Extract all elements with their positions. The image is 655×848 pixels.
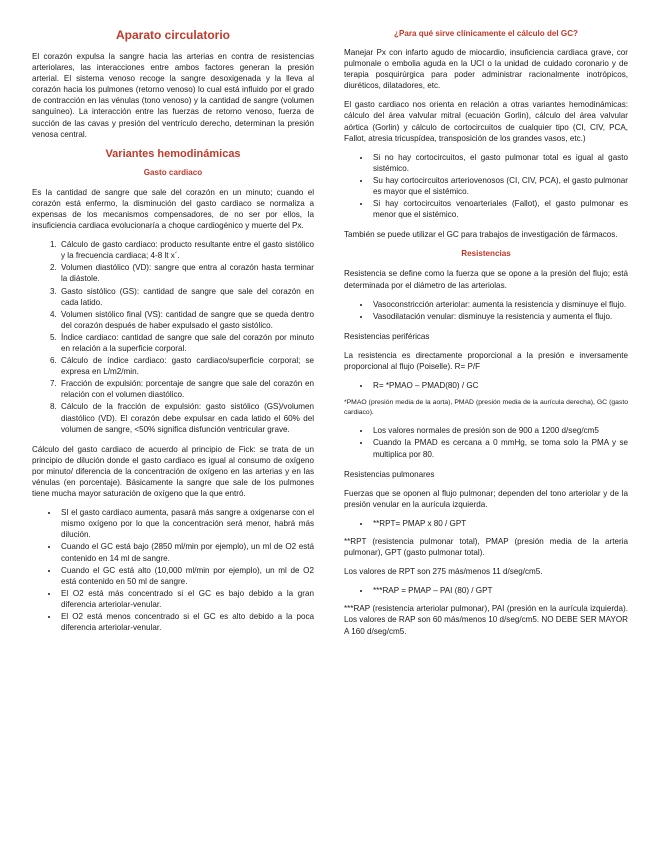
periph-note: *PMAO (presión media de la aorta), PMAD (presión media de la aurícula derecha), GC (gasto cardiaco).: [344, 399, 628, 416]
variants-paragraph: El gasto cardiaco nos orienta en relación a otras variantes hemodinámicas: cálculo del área valvular mitral (ecuación Gorlin), cálculo del área valvular aórtica (Gorlin) y cálculo de cortocircuitos de cualquier tipo (CI, CIV, PCA, Fallot, atresia tricuspídea, transposición de los grandes vasos, etc.): [344, 100, 628, 143]
pulm-note-1: **RPT (resistencia pulmonar total), PMAP (presión media de la arteria pulmonar), GPT (gasto pulmonar total).: [344, 537, 628, 558]
list-item: • El O2 está menos concentrado si el GC es alto debido a la poca diferencia arteriolar-venular.: [59, 611, 314, 633]
list-item: • El O2 está más concentrado si el GC es bajo debido a la gran diferencia arteriolar-venular.: [59, 588, 314, 610]
page-title: Aparato circulatorio: [115, 28, 231, 42]
list-item: • Si hay cortocircuitos venoarteriales (Fallot), el gasto pulmonar es menor que el sistémico.: [371, 198, 628, 220]
drugs-paragraph: También se puede utilizar el GC para trabajos de investigación de fármacos.: [344, 230, 618, 240]
formula: • **RPT= PMAP x 80 / GPT: [371, 518, 628, 529]
manage-paragraph: Manejar Px con infarto agudo de miocardio, insuficiencia cardiaca grave, cor pulmonale o embolia aguda en la UCI o la unidad de cuidado coronario y de terapia posquirúrgica para poder administrar racionalmente inotrópicos, diuréticos, dilatadores, etc.: [344, 48, 628, 91]
periph-bullet-list: [344, 425, 628, 459]
list-item: • Los valores normales de presión son de 900 a 1200 d/seg/cm5: [371, 425, 628, 436]
periph-formula-list: [344, 380, 628, 391]
shunt-bullet-list: [344, 152, 628, 221]
list-item: • Su hay cortocircuitos arteriovenosos (CI, CIV, PCA), el gasto pulmonar es mayor que el sistémico.: [371, 175, 628, 197]
right-column: [344, 28, 628, 645]
list-item: 8. Cálculo de la fracción de expulsión: gasto sistólico (GS)/volumen diastólico (VD). El corazón debe expulsar en cada latido el 60% del volumen de sangre, <50% significa disfunción ventricular grave.: [59, 401, 314, 434]
pulm-values-1: Los valores de RPT son 275 más/menos 11 d/seg/cm5.: [344, 567, 543, 577]
list-item: • Cuando el GC está bajo (2850 ml/min por ejemplo), un ml de O2 está contenido en 14 ml de sangre.: [59, 541, 314, 563]
pulm-note-2: ***RAP (resistencia arteriolar pulmonar), PAI (presión en la aurícula izquierda). Los valores de RAP son 60 más/menos 10 d/seg/cm5. NO DEBE SER MAYOR A 160 d/seg/cm5.: [344, 604, 628, 636]
numbered-list: [32, 239, 314, 435]
formula: • ***RAP = PMAP – PAI (80) / GPT: [371, 585, 628, 596]
pulm-title: Resistencias pulmonares: [344, 469, 435, 479]
pulm-formula-list-2: [344, 585, 628, 596]
left-column: [32, 28, 314, 642]
subsection-title: Gasto cardiaco: [143, 167, 203, 177]
list-item: 7. Fracción de expulsión: porcentaje de sangre que sale del corazón en relación con el volumen diastólico.: [59, 378, 314, 400]
list-item: • Cuando la PMAD es cercana a 0 mmHg, se toma solo la PMA y se multiplica por 80.: [371, 437, 628, 459]
list-item: 1. Cálculo de gasto cardiaco: producto resultante entre el gasto sistólico y la frecuencia cardiaca; 4-8 lt x´.: [59, 239, 314, 261]
fick-paragraph: Cálculo del gasto cardiaco de acuerdo al principio de Fick: se trata de un principio de dilución donde el gasto cardiaco es igual al consumo de oxígeno por minuto/ diferencia de la concentración de oxígeno en las arterias y en las vénulas (en porcentaje). Básicamente la sangre que sale de los pulmones tiene mucha mayor saturación de oxígeno que la que entró.: [32, 444, 314, 499]
resistencias-title: Resistencias: [461, 249, 511, 259]
bullet-list: [32, 507, 314, 633]
resistencias-paragraph: Resistencia se define como la fuerza que se opone a la presión del flujo; está determinada por el diámetro de las arteriolas.: [344, 269, 628, 290]
list-item: 4. Volumen sistólico final (VS): cantidad de sangre que se queda dentro del corazón después de haber expulsado el gasto sistólico.: [59, 309, 314, 331]
list-item: • Vasodilatación venular: disminuye la resistencia y aumenta el flujo.: [371, 311, 628, 322]
pulm-paragraph: Fuerzas que se oponen al flujo pulmonar; dependen del tono arteriolar y de la presión venular en la aurícula izquierda.: [344, 488, 628, 509]
intro-paragraph: El corazón expulsa la sangre hacia las arterias en contra de resistencias arteriolares, las interacciones entre ambos factores generan la presión arterial. El sistema venoso recoge la sangre desoxigenada y la lleva al corazón hacia los pulmones (retorno venoso) lo cual está influido por el grado de contracción en las vénulas (tono venoso) y la cantidad de sangre (volumen sanguíneo). La interacción entre las fuerzas de retorno venoso, fuerza de succión de las cavas y presión del ventrículo derecho, determinan la presión venosa central.: [32, 52, 314, 139]
list-item: 2. Volumen diastólico (VD): sangre que entra al corazón hasta terminar la diástole.: [59, 262, 314, 284]
pulm-formula-list-1: [344, 518, 628, 529]
formula: • R= *PMAO – PMAD(80) / GC: [371, 380, 628, 391]
list-item: 3. Gasto sistólico (GS): cantidad de sangre que sale del corazón en cada latido.: [59, 286, 314, 308]
periph-title: Resistencias periféricas: [344, 331, 430, 341]
list-item: • SI el gasto cardiaco aumenta, pasará más sangre a oxigenarse con el mismo oxígeno por lo que la concentración será menor, habrá más dilución.: [59, 507, 314, 540]
resist-bullet-list: [344, 299, 628, 322]
list-item: • Vasoconstricción arteriolar: aumenta la resistencia y disminuye el flujo.: [371, 299, 628, 310]
periph-paragraph: La resistencia es directamente proporcional a la presión e inversamente proporcional al flujo (Poiselle). R= P/F: [344, 350, 628, 371]
section-title: Variantes hemodinámicas: [105, 147, 241, 160]
list-item: • Cuando el GC está alto (10,000 ml/min por ejemplo), un ml de O2 está contenido en 50 ml de sangre.: [59, 565, 314, 587]
gasto-cardiaco-paragraph: Es la cantidad de sangre que sale del corazón en un minuto; cuando el corazón está enfermo, la disminución del gasto cardiaco se normaliza a expensas de los mecanismos compensadores, de no ser por ellos, la insuficiencia cardiaca evolucionaría a choque cardiogénico y muerte del Px.: [32, 187, 314, 231]
list-item: 5. Índice cardiaco: cantidad de sangre que sale del corazón por minuto en relación a la superficie corporal.: [59, 332, 314, 354]
list-item: • Si no hay cortocircuitos, el gasto pulmonar total es igual al gasto sistémico.: [371, 152, 628, 174]
question-title: ¿Para qué sirve clínicamente el cálculo del GC?: [394, 29, 578, 38]
list-item: 6. Cálculo de índice cardiaco: gasto cardiaco/superficie corporal; se expresa en L/m2/min.: [59, 355, 314, 377]
